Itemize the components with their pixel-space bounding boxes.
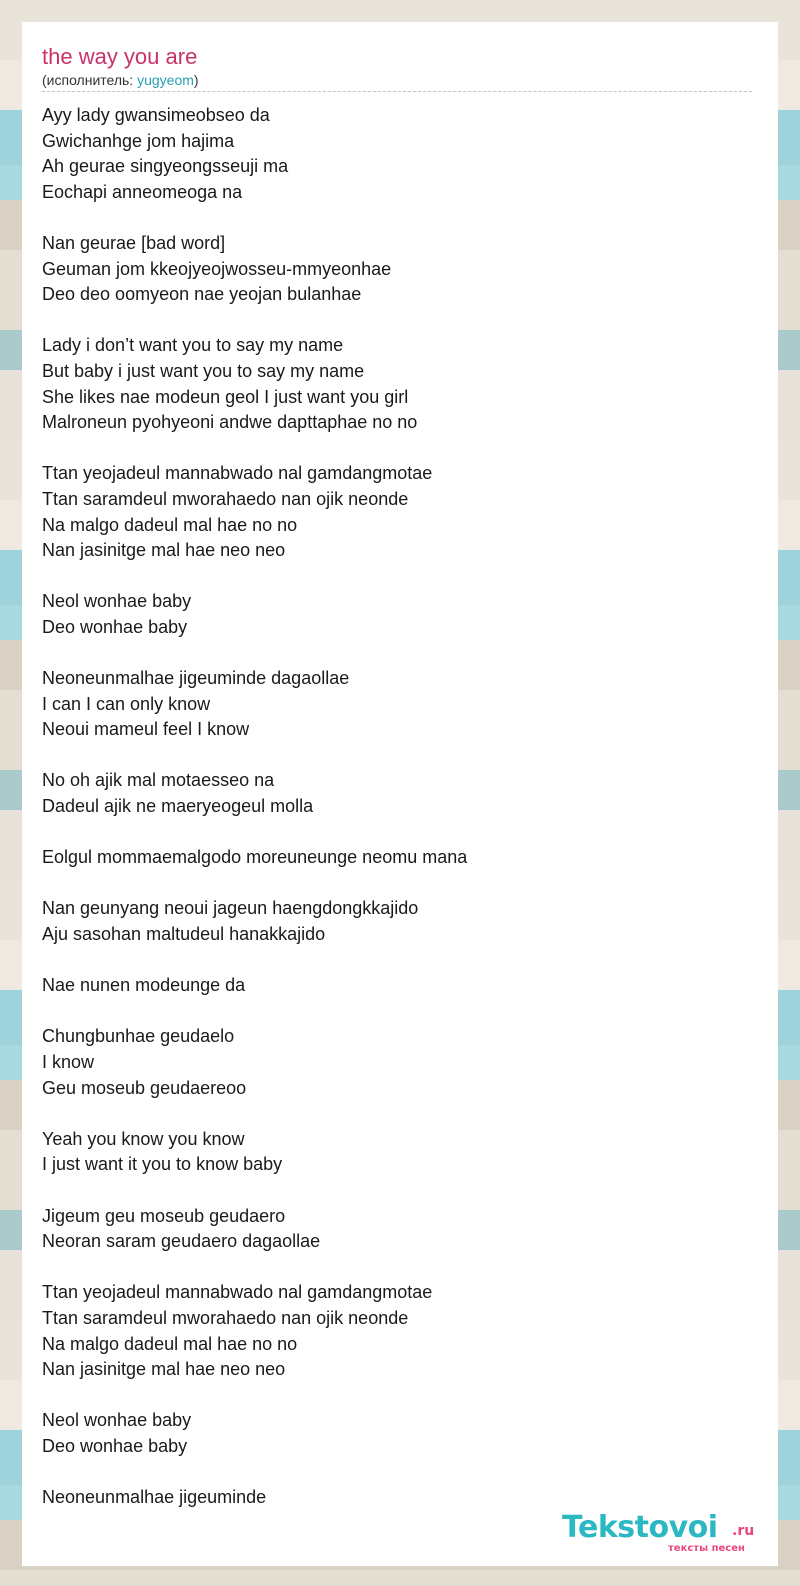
performer-line [42,72,752,92]
song-title: the way you are [42,44,198,69]
lyrics-card [22,22,778,1566]
performer-link[interactable]: yugyeom [137,72,194,88]
logo-domain: .ru [732,1523,755,1539]
lyrics-text: Ayy lady gwansimeobseo da Gwichanhge jom hajima Ah geurae singyeongsseuji ma Eochapi anneomeoga na Nan geurae [bad word] Geuman jom kkeojyeojwosseu-mmyeonhae Deo deo oomyeon nae yeojan bulanhae Lady i don’t want you to say my name But baby i just want you to say my name She likes nae modeun geol I just want you girl Malroneun pyohyeoni andwe dapttaphae no no Ttan yeojadeul mannabwado nal gamdangmotae Ttan saramdeul mworahaedo nan ojik neonde Na malgo dadeul mal hae no no Nan jasinitge mal hae neo neo Neol wonhae baby Deo wonhae baby Neoneunmalhae jigeuminde dagaollae I can I can only know Neoui mameul feel I know No oh ajik mal motaesseo na Dadeul ajik ne maeryeogeul molla Eolgul mommaemalgodo moreuneunge neomu mana Nan geunyang neoui jageun haengdongkkajido Aju sasohan maltudeul hanakkajido Nae nunen modeunge da Chungbunhae geudaelo I know Geu moseub geudaereoo Yeah you know you know I just want it you to know baby Jigeum geu moseub geudaero Neoran saram geudaero dagaollae Ttan yeojadeul mannabwado nal gamdangmotae Ttan saramdeul mworahaedo nan ojik neonde Na malgo dadeul mal hae no no Nan jasinitge mal hae neo neo Neol wonhae baby Deo wonhae baby Neoneunmalhae jigeuminde [42,105,468,1508]
site-logo[interactable] [562,1510,772,1556]
performer-prefix: (исполнитель: [42,72,138,88]
logo-tagline: тексты песен [668,1543,745,1554]
logo-main-text: Tekstovoi [562,1510,718,1545]
performer-suffix: ) [193,72,199,88]
